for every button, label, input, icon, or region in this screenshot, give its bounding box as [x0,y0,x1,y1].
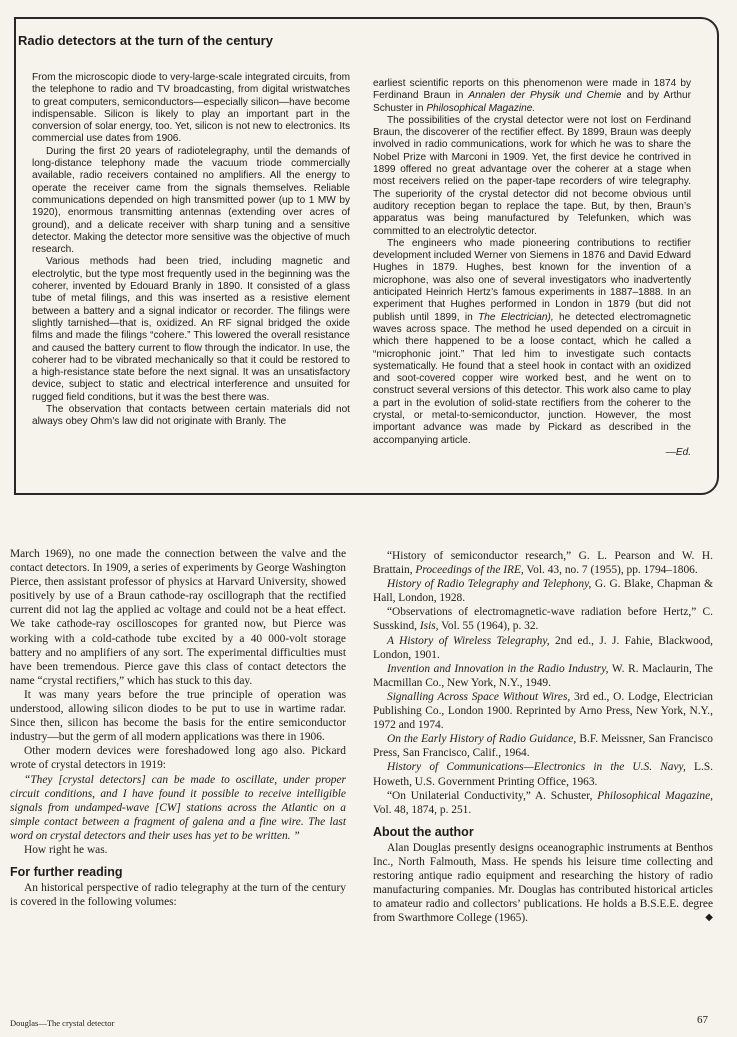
reference-item: “Observations of electromagnetic-wave radiation before Hertz,” C. Susskind, Isis, Vol. 55 (1964), p. 32. [373,606,713,633]
sidebar-title: Radio detectors at the turn of the century [18,33,273,48]
reference-item: History of Communications—Electronics in the U.S. Navy, L.S. Howeth, U.S. Government Printing Office, 1963. [373,761,713,788]
sidebar-paragraph: During the first 20 years of radiotelegraphy, until the demands of long-distance telephony made the vacuum triode commercially available, radio receivers contained no amplifiers. All the energy to operate the receiver came from the signals themselves. Reliable communications depended on high transmitted power (up to 1 MW by 1920), enormous transmitting antennas (extending over acres of ground), and a delicate receiver with sharp tuning and a sensitive detector. Making the detector more sensitive was the objective of much research. [32,145,350,256]
further-reading-heading: For further reading [10,865,123,880]
reference-list [373,549,713,817]
sidebar-left-column [32,72,350,429]
sidebar-paragraph: earliest scientific reports on this phenomenon were made in 1874 by Ferdinand Braun in Annalen der Physik und Chemie and by Arthur Schuster in Philosophical Magazine. [373,78,691,114]
main-right-column [373,549,713,925]
about-author-heading: About the author [373,824,474,839]
pickard-quote: “They [crystal detectors] can be made to oscillate, under proper circuit conditions, and I have found it possible to receive intelligible signals from undamped-wave [CW] stations across the Atlantic on a simple contact between a fragment of galena and a fine wire. The last word on crystal detectors and their uses has yet to be written. ” [10,773,346,842]
reference-item: “On Unilaterial Conductivity,” A. Schuster, Philosophical Magazine, Vol. 48, 1874, p. 251. [373,789,713,816]
end-mark-icon: ◆ [705,912,713,924]
sidebar-right-column [373,78,691,459]
body-paragraph: It was many years before the true principle of operation was understood, allowing silicon diodes to be put to use in wartime radar. Since then, silicon has become the basis for the entire semiconductor industry—but the germ of all modern applications was there in 1906. [10,688,346,744]
author-paragraph: Alan Douglas presently designs oceanographic instruments at Benthos Inc., North Falmouth, Mass. He spends his leisure time collecting and restoring antique radio equipment and researching the history of radio manufacturing companies. Mr. Douglas has contributed historical articles to amateur radio and collectors’ publications. He holds a B.S.E.E. degree from Swarthmore College (1965). ◆ [373,841,713,925]
reference-item: History of Radio Telegraphy and Telephony, G. G. Blake, Chapman & Hall, London, 1928. [373,578,713,605]
sidebar-paragraph: The engineers who made pioneering contributions to rectifier development included Werner von Siemens in 1876 and David Edward Hughes in 1879. Hughes, best known for the invention of a microphone, was also one of several investigators who inadvertently anticipated Heinrich Hertz’s famous experiments in 1887–1888. In an experiment that Hughes performed in London in 1879 (but did not publish until 1899, in The Electrician), he detected electromagnetic waves across space. The method he used depended on a circuit in which there happened to be a loose contact, which he called a “microphonic joint.” That led him to investigate such contacts systematically. He found that a steel hook in contact with an oxidized and soot-covered copper wire worked best, and he went on to construct several versions of this detector. This work also came to play a part in the evolution of solid-state rectifiers from the coherer to the crystal, or metal-to-semiconductor, junction. However, the most important advance was made by Pickard as described in the accompanying article. [373,237,691,446]
reference-item: Invention and Innovation in the Radio Industry, W. R. Maclaurin, The Macmillan Co., New York, N.Y., 1949. [373,662,713,689]
body-paragraph: March 1969), no one made the connection between the valve and the contact detectors. In 1909, a series of experiments by George Washington Pierce, then assistant professor of physics at Harvard University, showed positively by use of a Braun cathode-ray oscillograph that the rectified current did not lag the applied ac voltage and could not be a heat effect. We take cathode-ray oscilloscopes for granted now, but Pierce was working with a cold-cathode tube excited by a 40 000-volt storage battery and no amplifiers of any sort. The experimental difficulties must have been tremendous. Pierce gave this class of contact detectors the name “crystal rectifiers,” which has stuck to this day. [10,548,346,687]
sidebar-paragraph: Various methods had been tried, including magnetic and electrolytic, but the type most frequently used in the beginning was the coherer, invented by Edouard Branly in 1890. It consisted of a glass tube of metal filings, and this was inserted as a resistive element between a battery and a signal indicator or recorder. The filings were slightly tarnished—that is, oxidized. An RF signal bridged the oxide films and made the filings “cohere.” This lowered the overall resistance and caused the battery current to flow through the indicator. In use, the coherer had to be vibrated mechanically so that it could be restored to a high-resistance state before the next signal. It was an unsatisfactory device, subject to static and electrical interference and unsuited for rugged field conditions, but it was the best there was. [32,256,350,403]
running-footer: Douglas—The crystal detector [10,1018,115,1028]
body-paragraph: Other modern devices were foreshadowed long ago also. Pickard wrote of crystal detectors in 1919: [10,745,346,772]
sidebar-paragraph: From the microscopic diode to very-large-scale integrated circuits, from the telephone to radio and TV broadcasting, from digital wristwatches to great computers, semiconductors—especially silicon—have become indispensable. Silicon is likely to play an important part in the conversion of solar energy, too. Yet, silicon is not new to electronics. Its commercial use dates from 1906. [32,72,350,145]
reference-item: “History of semiconductor research,” G. L. Pearson and W. H. Brattain, Proceedings of the IRE, Vol. 43, no. 7 (1955), pp. 1794–1806. [373,550,713,577]
body-paragraph: How right he was. [24,843,108,856]
body-paragraph: An historical perspective of radio telegraphy at the turn of the century is covered in the following volumes: [10,882,346,909]
sidebar-paragraph: The observation that contacts between certain materials did not always obey Ohm’s law did not originate with Branly. The [32,404,350,428]
main-left-column [10,547,346,909]
reference-item: On the Early History of Radio Guidance, B.F. Meissner, San Francisco Press, San Francisco, Calif., 1964. [373,733,713,760]
reference-item: A History of Wireless Telegraphy, 2nd ed., J. J. Fahie, Blackwood, London, 1901. [373,634,714,661]
reference-item: Signalling Across Space Without Wires, 3rd ed., O. Lodge, Electrician Publishing Co., London 1900. Reprinted by Arno Press, New York, N.Y., 1972 and 1974. [373,690,714,732]
page-number: 67 [697,1014,708,1026]
sidebar-paragraph: The possibilities of the crystal detector were not lost on Ferdinand Braun, the discoverer of the rectifier effect. By 1899, Braun was deeply involved in radio communications, work for which he was to share the Nobel Prize with Marconi in 1909. Yet, the first device he contrived in 1899 offered no great advantage over the coherer at a stage when most receivers relied on the paper-tape recorders of wire telegraphy. The superiority of the crystal detector did not become obvious until auditory reception began to replace the tape. But, by then, Braun’s apparatus was being manufactured by Telefunken, which was committed to an electrolytic detector. [373,114,691,237]
editor-signature: —Ed. [665,446,691,458]
